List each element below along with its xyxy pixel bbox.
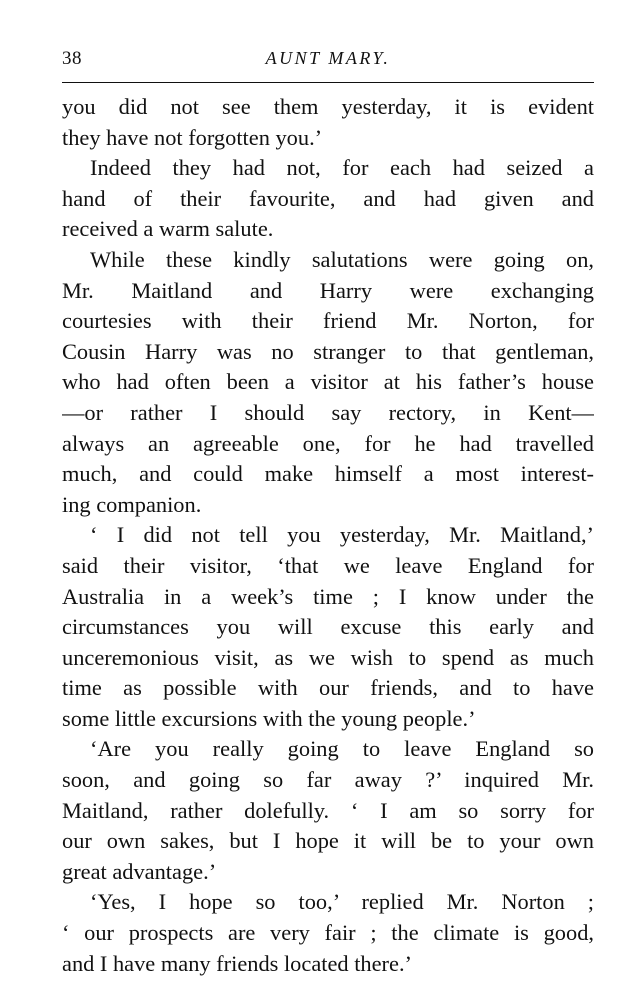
text-line: While these kindly salutations were going on, xyxy=(90,246,594,272)
text-line: time as possible with our friends, and to have xyxy=(62,675,594,701)
text-line: soon, and going so far away ?’ inquired Mr. xyxy=(62,767,594,793)
text-line: —or rather I should say rectory, in Kent— xyxy=(62,399,594,425)
text-line: always an agreeable one, for he had travelled xyxy=(62,430,594,456)
page-header xyxy=(62,48,594,74)
text-line: some little excursions with the young people.’ xyxy=(62,705,476,731)
text-line: who had often been a visitor at his father’s house xyxy=(62,369,594,395)
text-line: they have not forgotten you.’ xyxy=(62,124,323,150)
text-line: Mr. Maitland and Harry were exchanging xyxy=(62,277,594,303)
text-line: courtesies with their friend Mr. Norton, for xyxy=(62,308,594,334)
text-line: circumstances you will excuse this early and xyxy=(62,614,594,640)
body-text xyxy=(62,92,594,979)
text-line: hand of their favourite, and had given and xyxy=(62,185,594,211)
text-line: unceremonious visit, as we wish to spend as much xyxy=(62,644,594,670)
text-line: ‘ I did not tell you yesterday, Mr. Maitland,’ xyxy=(90,522,594,548)
text-line: Australia in a week’s time ; I know under the xyxy=(62,583,594,609)
text-line: you did not see them yesterday, it is evident xyxy=(62,94,594,119)
text-line: ing companion. xyxy=(62,491,202,517)
text-line: Maitland, rather dolefully. ‘ I am so sorry for xyxy=(62,797,594,823)
text-line: ‘ our prospects are very fair ; the climate is good, xyxy=(62,920,594,946)
text-line: great advantage.’ xyxy=(62,858,217,884)
text-line: and I have many friends located there.’ xyxy=(62,950,413,976)
text-line: Cousin Harry was no stranger to that gentleman, xyxy=(62,338,594,364)
text-line: much, and could make himself a most interest- xyxy=(62,461,594,487)
header-rule xyxy=(62,82,594,83)
running-title: AUNT MARY. xyxy=(265,48,391,68)
text-line: said their visitor, ‘that we leave England for xyxy=(62,552,594,578)
text-line: received a warm salute. xyxy=(62,216,274,242)
text-line: ‘Are you really going to leave England so xyxy=(90,736,594,762)
text-line: our own sakes, but I hope it will be to your own xyxy=(62,828,594,854)
text-line: ‘Yes, I hope so too,’ replied Mr. Norton ; xyxy=(90,889,594,915)
page-number: 38 xyxy=(62,48,82,69)
text-line: Indeed they had not, for each had seized a xyxy=(90,155,594,181)
